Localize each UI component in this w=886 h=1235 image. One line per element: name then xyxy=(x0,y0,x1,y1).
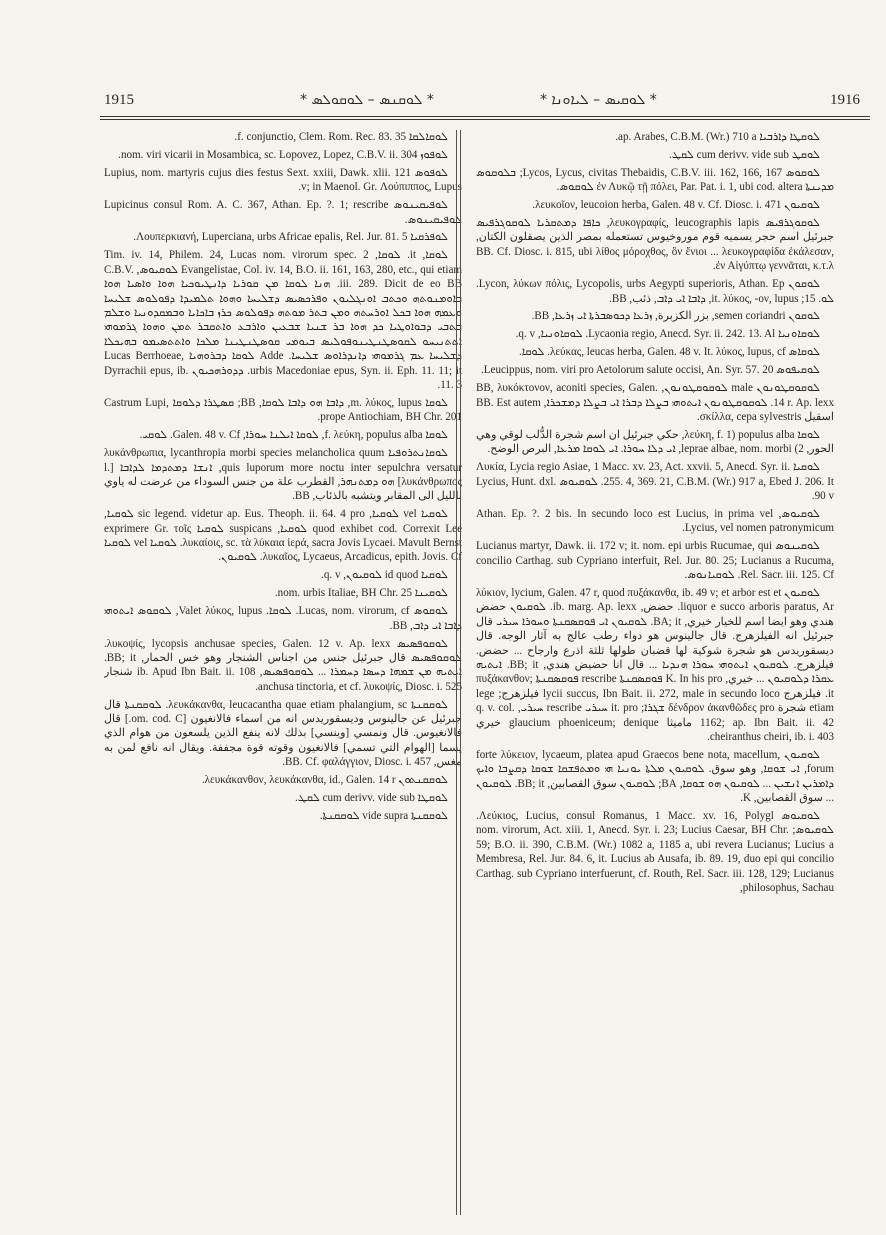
dictionary-entry: ܠܘܩܐܘܢܝܐ Lycaonia regio, Anecd. Syr. ii. 242. 13. Al. ܠܘܩܐܘܢܝܐ, q. v. xyxy=(515,328,820,341)
left-page-number: 1915 xyxy=(104,92,134,108)
header-rule-top xyxy=(100,116,870,117)
dictionary-entry: ܠܘܩܐ λεύκη, f. 1) populus alba, حكي جبرئيل ان اسم شجرة الدُّلب لوقي وهي الحور, 2) leprae albae, nom. morbi, ܐܝ ܕܠܐ ܚܘܪܐ. ܐܝ ܠܘܩܐ ܡܪܥܐ, البرص الوضح. xyxy=(476,428,834,456)
dictionary-entry: ܠܘܩܛܐ ܕܐܪܒܝܐ ap. Arabes, C.B.M. (Wr.) 710 a. xyxy=(615,131,820,143)
dictionary-entry: ܠܘܩܐ, it. ܠܘܩܐ, 2 Tim. iv. 14, Philem. 24, Lucas nom. virorum spec. Evangelistae, Col. iv. 14, B.O. ii. 161, 163, 280, etc., qui etiam ܠܘܩܝܘܣ, C.B.V. iii. 289. Dicit de eo BB. ܗܢܐ ܠܘܩܐ ܡܢ ܩܘܪܝܐ ܕܐܢܛܝܘܟܝܐ ܗܘܐ ܘܐܣܝܐ ܗܘܐ ܒܐܘܡܢܘܬܗ ܘܟܬܒ ܐܘܢܓܠܝܘܢ ܘܦܪܟܣܝܣ ܕܫܠܝܚܐ ܘܗܘܐ ܬܠܡܝܕܐ ܕܦܘܠܘܣ ܫܠܝܚܐ ܘܥܡܗ ܗܘܐ ܒܟܠ ܐܘܪܚܬܗ ܘܡܢ ܒܬܪ ܡܘܬܗ ܕܦܘܠܘܣ ܟܪܙ ܒܐܟܐܝܐ ܘܒܡܩܕܘܢܝܐ ܘܫܠܡ ܒܬܒܝ ܕܒܘܐܘܛܝܐ ܟܕ ܗܘܐ ܒܪ ܫܢܝܐ ܫܒܥܝܢ ܘܐܪܒܥ ܘܐܬܩܒܪ ܬܡܢ ܘܗܘܐ ܓܪܡܘܗܝ ܐܬܬܢܝܚܘ ܠܩܘܣܛܢܛܝܢܘܦܘܠܝܣ ܒܝܘܡܝ ܩܘܣܛܢܛܝܢܐ ܡܠܟܐ ܘܐܬܬܣܝܡܘ ܒܗܝܟܠܐ ܕܫܠܝܚܐ ܥܡ ܓܪܡܘܗܝ ܕܐܢܕܪܐܘܣ ܫܠܝܚܐ. Adde ܠܘܩܐ ܕܒܪܘܗܝܐ Lucas Berrhoeae, urbis Macedoniae epus, Syn. ii. Eph. 11. 11; it. ܕܕܘܪܗܟܝܘܢ Dyrrachii epus, ib. 11. 3. xyxy=(104,249,462,391)
right-running-head: * ܠܘܩܝܣ – ܠܝܐܘܢܐ * xyxy=(540,92,657,108)
dictionary-entry: ܠܘܩܝܘܢ λύκιον, lycium, Galen. 47 r, quod πυξάκανθα, ib. 49 v; et arbor est et liquor e succo arboris paratus, Ar. حضض, ib. marg. Ap. lexx. ܠܘܩܝܘܢ حضض هندي وهو ايضا اسم للخيار خيري, BA; it. ܠܘܩܝܘܢ ܐܝ ܦܘܩܣܩܢܬܐ ܘܚܘܪܐ ܚܝܪܝ قال جبرئيل انه الفيلزهرج. قال جالينوس هو دواء رطب عالج به آثار الوجه. قال ديسقوريدس هو شجرة شوكية لها قضبان طولها ثلثة اذرع وارجاح ... حضض. فيلزهرج. ܠܘܩܝܘܢ ܐܝܬܘܗܝ ܚܘܪܐ ܗܢܕܝܐ ... قال انا حضيض هندي, BB; it. ܐܝܬܝܗ ܥܩܪܐ ܕܠܘܩܝܘܢ ... خيري, K. In his pro ܦܘܩܣܩܢܬܐ rescribe ܦܘܩܣܩܢܬܐ πυξάκανθον; it. فيلزهرج lycii succus, Ibn Bait. ii. 272, male in secundo loco فيلزهرج; lege etiam شجرة δένδρον ἀκανθῶδες pro ܫܓܪܐ; it. pro ܚܝܪܝ rescribe ܚܝܪܝ, q. v. col. 1162; ap. Ibn Bait. ii. 42 ماميثا glaucium phoeniceum; denique خيري cheiranthus cheiri, ib. i. 403. xyxy=(476,586,834,743)
right-column xyxy=(476,130,834,1220)
dictionary-entry: ܠܘܩܝܦܘܣ Leucippus, nom. viri pro Aetolorum salute occisi, An. Syr. 57. 20. xyxy=(480,364,820,377)
right-page-number: 1916 xyxy=(830,92,860,108)
column-divider xyxy=(456,130,461,1215)
dictionary-entry: ܠܘܦܘܣ Lupius, nom. martyris cujus dies festus Sext. xxiii, Dawk. xlii. 121 v; in Maenol. Gr. Λούπιππος, Lupus. xyxy=(104,166,462,194)
dictionary-entry: ܠܘܩܘܦܣܝܣ λυκοψίς, lycopsis anchusae species, Galen. 12 v. Ap. lexx. ܠܘܩܘܦܣܝܣ قال جبرئيل جنس من اجناس الشنجار وهو خس الحمار, BB; it. ܐܝܬܝܗ ܡܢ ܫܡܗܐ ܕܚܣܐ ܕܚܡܪܐ ... ܠܘܩܘܦܣܝܣ, ib. Apud Ibn Bait. ii. 108 شنجار anchusa tinctoria, et cf. λυκοψίς, Diosc. i. 525. xyxy=(104,637,462,693)
dictionary-entry: ܠܘܦܝܩܝܢܘܣ Lupicinus consul Rom. A. C. 367, Athan. Ep. ?. 1; rescribe ܠܘܦܝܩܝܢܘܣ. xyxy=(104,199,462,226)
dictionary-entry: ܠܘܩܘܩܛܘܢܘܢ male ܠܘܩܘܩܛܘܢܘܢ, BB, λυκόκτονον, aconiti species, Galen. 14 r. Ap. lexx. ܠܘܩܘܩܛܘܢܘܢ ܐܝܬܘܗܝ ܒܨܠܐ ܕܒܪܐ ܐܝ ܒܨܠܐ ܕܡܫܟܪܐ, BB. Est autem اسقيل σκίλλα, cepa sylvestris. xyxy=(476,382,834,423)
dictionary-entry: ܠܘܩܘܢ Lycon, λύκων πόλις, Lycopolis, urbs Aegypti superioris, Athan. Ep. ܠܘ. 15; it. λύκος, -ον, lupus, ܕܐܒܐ ܐܝ ܕܐܒ, ذئب, BB. xyxy=(476,278,834,305)
dictionary-entry: ܠܘܩܐܣ λεύκας, leucas herba, Galen. 48 v. It. λύκος, lupus, cf. ܠܘܩܐ. xyxy=(518,346,820,359)
dictionary-entry: ܠܘܩܝܢܘܣ Lucianus martyr, Dawk. ii. 172 v; it. nom. epi urbis Rucumae, qui concilio Carthag. sub Cypriano interfuit, Rel. Jur. 80. 25; Lucianus a Rucuma, Rel. Sacr. iii. 125. Cf. ܠܘܩܝܐܢܘܣ. xyxy=(476,540,834,581)
left-column xyxy=(104,130,462,1220)
dictionary-entry: ܠܘܩܘܓܪܦܝܣ λευκογραφίς, leucographis lapis, ܟܐܦܐ ܕܡܬܩܪܝܐ ܠܘܩܘܓܪܦܝܣ جبرئيل اسم حجر يسميه قوم موروخيوس تستعمله بمصر الذين يصقلون الكتان, BB. Cf. Diosc. i. 815, ubi λίθος μόροχθος, ὃν ἔνιοι ... λευκογραφίδα ἐκάλεσαν, ἐν Αἰγύπτῳ γεννᾶται, κ.τ.λ. xyxy=(476,217,834,273)
dictionary-entry: ܠܘܩܘܣ Lycos, Lycus, civitas Thebaidis, C.B.V. iii. 162, 166, 167; ܒܠܘܩܘܣ ܡܕܝܢܬܐ ἐν Λυκῷ τῇ πόλει, Par. Pat. i. 1, ubi cod. altera ܠܘܩܘܣ. xyxy=(476,166,834,194)
dictionary-entry: ܠܘܩܩܢܬܘܢ λευκάκανθον, λευκάκανθα, id., Galen. 14 r. xyxy=(201,774,448,787)
dictionary-entry: ܠܘܩܩܢܬܐ vide supra ܠܘܩܩܢܬܐ. xyxy=(319,809,448,822)
dictionary-entry: ܠܘܩܛܐ cum derivv. vide sub ܠܩܛ. xyxy=(294,792,448,805)
dictionary-entry: ܠܘܩܝܐ vel ܠܘܩܝܐ, sic legend. videtur ap. Eus. Theoph. ii. 64. 4 pro ܠܘܩܝܐ, quod exhibet cod. Correxit Lee ܠܘܩܝܐ, suspicans ܠܘܩܝܐ exprimere Gr. τοῖς λυκαίοις, sc. τὰ λύκαια ἱερά, sacra Jovis Lycaei. Mavult Bernst. ܠܘܩܝܐ vel ܠܘܩܝܐ λυκαῖος, Lycaeus, Arcadicus, epith. Jovis. Cf. ܠܘܩܝܘܢ. xyxy=(104,508,462,564)
dictionary-entry: ܠܘܩܩܢܬܐ λευκάκανθα, leucacantha quae etiam phalangium, sc. ܠܘܩܩܢܬܐ قال جبرئيل عن جالينوس وديسقوريدس انه من اسماء فالانغيون [om. cod. C.] قال فالانغيوس. قال ونمسي [وينسي] بذلك لانه ينفع الذين يلسعون من هوام الذي يسما [الهوام التي تسمي] فالانغيون وقوته قوة مجففة. ويقال انه نافع لمن به مغس, BB. Cf. φαλάγγιον, Diosc. i. 457. xyxy=(104,698,462,769)
dictionary-entry: ܠܘܩܝܘܢ forte λύκειον, lycaeum, platea apud Graecos bene nota, macellum, forum, ܐܝ ܫܘܩܐ, وهو سوق. ܠܘܩܝܘܢ ܡܠܬܐ ܝܘܢܝܐ ܗܝ ܘܡܬܦܫܩܐ ܫܘܩܐ ܕܩܨܒܐ ܘܐܝܟ ܕܐܡܪܝܢ ܐܢܫܝܢ ... ܠܘܩܝܘܢ ܗܘ ܫܘܩܐ, BA; ܠܘܩܝܘܢ سوق القصابين, BB; it. ܠܘܩܝܘܢ ... سوق القصابين, K. xyxy=(476,748,834,805)
dictionary-entry: ܠܘܩܘܢ semen coriandri, بزر الكزبرة, ܙܪܥܐ ܕܟܘܣܒܪܬܐ ܐܝ ܙܪܥܐ, BB. xyxy=(531,310,820,323)
dictionary-entry: ܠܘܩܐܠܩܐ f. conjunctio, Clem. Rom. Rec. 83. 35. xyxy=(234,131,448,143)
dictionary-entry: ܠܘܩܐ f. λεύκη, populus alba, ܠܘܩܐ ܐܝܠܢܐ ܚܘܪܐ, Galen. 48 v. Cf. ܠܘܩܝ. xyxy=(139,429,448,442)
dictionary-entry: ܠܘܩܝܘܢ λευκοῖον, leucoion herba, Galen. 48 v. Cf. Diosc. i. 471. xyxy=(532,199,820,212)
dictionary-entry: ܠܘܩܘܣ Lucas, nom. virorum, cf. ܠܘܩܐ. Valet λύκος, lupus, ܠܘܩܘܣ ܐܝܬܘܗܝ ܕܐܒܐ ܐܝ ܕܐܒ, BB. xyxy=(104,605,462,632)
left-running-head: * ܠܘܩܢܣ – ܠܘܩܘܠܣ * xyxy=(300,92,434,108)
dictionary-entry: ܠܘܩܝܐ id quod ܠܘܩܝܘܢ, q. v. xyxy=(321,569,448,582)
dictionary-entry: ܠܘܩܝܢܐ nom. urbis Italiae, BH Chr. 25. xyxy=(274,587,448,600)
dictionary-entry: ܠܘܦܪܩܝܐ Λουπερκιανή, Luperciana, urbs Africae epalis, Rel. Jur. 81. 5. xyxy=(133,231,448,244)
dictionary-entry: ܠܘܩܛ cum derivv. vide sub ܠܩܛ. xyxy=(669,148,820,161)
header-rule-bottom xyxy=(100,119,870,120)
dictionary-entry: ܠܘܩܝܘܣ Λεύκιος, Lucius, consul Romanus, 1 Macc. xv. 16, Polygl. ܠܘܩܝܘܣ; nom. virorum, Act. xiii. 1, Anecd. Syr. i. 23; Lucius Caesar, BH Chr. 59; B.O. ii. 390, C.B.M. (Wr.) 1082 a, 1185 a, ubi revera Lucianus; Lucius a Membresa, Rel. Jur. 84. 6, it. Lucius ab Ausafa, ib. 89. 19, duo epi qui concilio Carthag. sub Cypriano interfuerunt, cf. Routh, Rel. Sacr. iii. 128, 129; Lucianus philosophus, Sachau, xyxy=(476,809,834,894)
page-header xyxy=(0,0,886,110)
dictionary-entry: ܠܘܩܝܐ Λυκία, Lycia regio Asiae, 1 Macc. xv. 23, Act. xxvii. 5, Anecd. Syr. ii. 255. 4, 369. 21, C.B.M. (Wr.) 917 a, Ebed J. 206. It. ܠܘܩܝܘܣ Lycius, Hunt. dxl. 90 v. xyxy=(476,461,834,502)
dictionary-entry: ܠܘܩܝܘܣ, Athan. Ep. ?. 2 bis. In secundo loco est Lucius, in prima vel Lycius, vel nomen patronymicum. xyxy=(476,507,834,535)
dictionary-entry: ܠܘܩܐܢܬܪܘܦܝܐ λυκάνθρωπια, lycanthropia morbi species melancholica quum quis luporum more noctu inter sepulchra versatur, ܐܢܫܐ ܕܡܬܕܡܐ ܠܕܐܒܐ [l. λυκάνθρωπος] ܗܘ ܕܡܬܢܗܪ, القطرب علة من جنس السوداء من عرضت له ياوي بالليل الى المقابر ويتشبه بالذئاب, BB. xyxy=(104,447,462,503)
dictionary-entry: ܠܘܩܐ m. λύκος, lupus, ܕܐܒܐ ܗܘ ܕܐܒܐ ܠܘܩܐ, BB; ܩܣܛܪܐ ܕܠܘܩܐ Castrum Lupi, prope Antiochiam, BH Chr. 201. xyxy=(104,396,462,424)
dictionary-entry: ܠܘܦܘܙ nom. viri vicarii in Mosambica, sc. Lopovez, Lopez, C.B.V. ii. 304. xyxy=(118,148,448,161)
